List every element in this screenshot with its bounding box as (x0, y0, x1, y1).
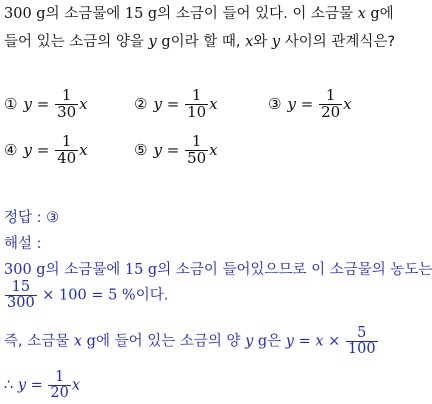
mass-15: 15 (124, 6, 144, 22)
equals-sign: = (300, 94, 314, 113)
explanation-text: 에 들어 있는 소금의 양 (95, 333, 241, 350)
concentration-expression: × 100 = 5 % (42, 287, 136, 304)
var-x: x (209, 94, 218, 113)
numerator: 1 (325, 86, 336, 104)
mass-15: 15 (124, 262, 144, 278)
var-x: x (209, 140, 218, 159)
fraction (185, 88, 208, 121)
question-text: 에 (379, 6, 394, 22)
fraction (55, 88, 78, 121)
var-x: x (245, 34, 254, 50)
option-mark: ④ (4, 140, 18, 159)
question-line-2 (4, 30, 395, 51)
numerator: 1 (191, 132, 202, 150)
question-text: 사이의 관계식은? (284, 34, 396, 50)
numerator: 1 (191, 86, 202, 104)
option-1[interactable] (4, 88, 88, 121)
option-mark: ③ (268, 94, 282, 113)
equals-sign: = (30, 377, 43, 394)
equals-sign: = (166, 94, 180, 113)
denominator: 20 (50, 385, 69, 402)
var-x: x (79, 94, 88, 113)
numerator: 1 (61, 132, 72, 150)
var-y: y (245, 333, 254, 350)
numerator: 15 (11, 279, 31, 295)
explanation-text: 의 소금이 들어있으므로 이 소금물의 농도는 (157, 262, 432, 278)
equals-sign: = (36, 140, 50, 159)
var-y: y (23, 140, 32, 159)
relation-expression: y = x × (285, 333, 341, 350)
var-y: y (23, 94, 32, 113)
question-text: 의 소금이 들어 있다. 이 소금물 (157, 6, 353, 22)
option-mark: ⑤ (134, 140, 148, 159)
therefore-symbol: ∴ (4, 377, 14, 394)
question-line-1 (4, 2, 394, 23)
numerator: 5 (357, 325, 367, 341)
question-text: 의 소금물에 (45, 6, 121, 22)
option-5[interactable] (134, 134, 218, 167)
question-text: 와 (253, 34, 268, 50)
question-text: 이라 할 때, (170, 34, 241, 50)
var-x: x (357, 6, 366, 22)
explanation-line-3 (4, 326, 379, 357)
denominator: 300 (7, 295, 35, 312)
unit-g: g (147, 6, 158, 22)
var-y: y (153, 140, 162, 159)
numerator: 1 (61, 86, 72, 104)
fraction (346, 326, 378, 357)
var-y: y (287, 94, 296, 113)
explanation-line-4 (4, 370, 80, 401)
denominator: 20 (321, 102, 341, 121)
option-mark: ② (134, 94, 148, 113)
var-y: y (17, 377, 27, 394)
fraction (55, 134, 78, 167)
equals-sign: = (36, 94, 50, 113)
option-mark: ① (4, 94, 18, 113)
unit-g: g (86, 333, 96, 350)
unit-g: g (147, 262, 158, 278)
unit-g: g (257, 333, 268, 350)
answer-line (4, 206, 59, 227)
denominator: 50 (187, 148, 207, 167)
explanation-text: 즉, 소금물 (4, 333, 70, 350)
var-y: y (153, 94, 162, 113)
explanation-text: 은 (267, 333, 282, 350)
option-3[interactable] (268, 88, 352, 121)
var-y: y (271, 34, 281, 50)
fraction (48, 370, 70, 401)
unit-g: g (36, 6, 46, 22)
answer-label: 정답 : ③ (4, 210, 60, 226)
fraction (185, 134, 208, 167)
mass-300: 300 (4, 6, 32, 22)
unit-g: g (370, 6, 380, 22)
var-x: x (71, 377, 81, 394)
var-x: x (343, 94, 352, 113)
denominator: 100 (347, 341, 376, 358)
equals-sign: = (166, 140, 180, 159)
explanation-text: 의 소금물에 (45, 262, 121, 278)
unit-g: g (36, 262, 46, 278)
fraction (319, 88, 342, 121)
explanation-line-1 (4, 258, 432, 279)
explanation-text: 이다. (135, 287, 169, 304)
denominator: 10 (187, 102, 207, 121)
mass-300: 300 (4, 262, 32, 278)
explanation-heading (4, 232, 42, 253)
explanation-heading-text: 해설 : (4, 236, 42, 252)
unit-g: g (161, 34, 171, 50)
var-x: x (73, 333, 83, 350)
var-x: x (79, 140, 88, 159)
numerator: 1 (55, 369, 65, 385)
option-4[interactable] (4, 134, 88, 167)
question-text: 들어 있는 소금의 양을 (4, 34, 144, 50)
denominator: 30 (57, 102, 77, 121)
fraction (5, 280, 37, 311)
explanation-line-2 (4, 280, 168, 311)
var-y: y (148, 34, 157, 50)
option-2[interactable] (134, 88, 218, 121)
denominator: 40 (57, 148, 77, 167)
